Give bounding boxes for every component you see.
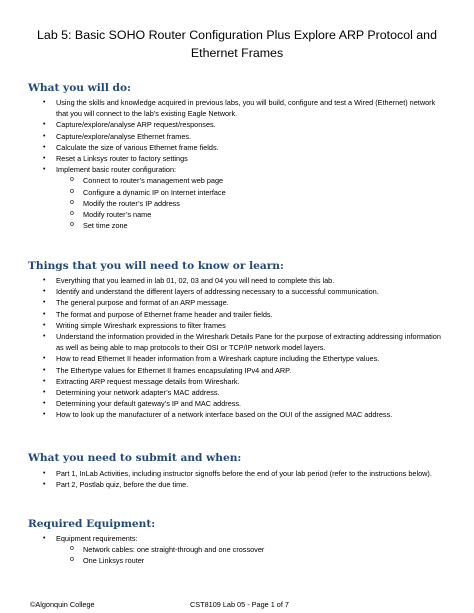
list-item: • Identify and understand the different layers of addressing necessary to a successful communication. xyxy=(0,286,474,297)
section-heading: What you will do: xyxy=(28,82,131,94)
bullet-list xyxy=(0,533,474,567)
document-title: Lab 5: Basic SOHO Router Configuration Plus Explore ARP Protocol and Ethernet Frames xyxy=(37,28,437,60)
bullet-list xyxy=(0,275,474,421)
list-item: • Part 1, InLab Activities, including instructor signoffs before the end of your lab period (refer to the instructions below). xyxy=(0,468,474,479)
bullet-list xyxy=(0,468,474,490)
list-item: • The general purpose and format of an ARP message. xyxy=(0,297,474,308)
list-item: • Capture/explore/analyse ARP request/responses. xyxy=(0,119,474,130)
list-item: • Calculate the size of various Ethernet frame fields. xyxy=(0,142,474,153)
list-item: • Understand the information provided in the Wireshark Details Pane for the purpose of extracting addressing information as well as being able to map protocols to their OSI or TCP/IP network model layers. xyxy=(0,331,474,353)
list-item: • Extracting ARP request message details from Wireshark. xyxy=(0,376,474,387)
list-item: • Writing simple Wireshark expressions to filter frames xyxy=(0,320,474,331)
list-item: • Capture/explore/analyse Ethernet frames. xyxy=(0,131,474,142)
list-item: • The format and purpose of Ethernet frame header and trailer fields. xyxy=(0,309,474,320)
sub-list-item: o Modify the router’s IP address xyxy=(0,198,474,209)
list-item: • Reset a Linksys router to factory settings xyxy=(0,153,474,164)
list-item: • Part 2, Postlab quiz, before the due time. xyxy=(0,479,474,490)
list-item: • Equipment requirements: xyxy=(0,533,474,544)
list-item: • The Ethertype values for Ethernet II frames encapsulating IPv4 and ARP. xyxy=(0,365,474,376)
list-item: • Determining your network adapter’s MAC address. xyxy=(0,387,474,398)
footer-page-number: CST8109 Lab 05 - Page 1 of 7 xyxy=(190,600,289,609)
section-heading: Required Equipment: xyxy=(28,518,156,530)
bullet-list xyxy=(0,97,474,231)
list-item: • Implement basic router configuration: xyxy=(0,164,474,175)
list-item: • Determining your default gateway’s IP and MAC address. xyxy=(0,398,474,409)
sub-list-item: o Network cables: one straight-through and one crossover xyxy=(0,544,474,555)
sub-list-item: o One Linksys router xyxy=(0,555,474,566)
section-heading: Things that you will need to know or learn: xyxy=(28,260,284,272)
sub-list-item: o Set time zone xyxy=(0,220,474,231)
sub-list-item: o Connect to router’s management web page xyxy=(0,175,474,186)
list-item: • Using the skills and knowledge acquired in previous labs, you will build, configure and test a Wired (Ethernet) network that you will connect to the lab’s existing Eagle Network. xyxy=(0,97,474,119)
list-item: • Everything that you learned in lab 01, 02, 03 and 04 you will need to complete this lab. xyxy=(0,275,474,286)
sub-list-item: o Configure a dynamic IP on Internet interface xyxy=(0,187,474,198)
section-heading: What you need to submit and when: xyxy=(28,452,242,464)
list-item: • How to read Ethernet II header information from a Wireshark capture including the Ethertype values. xyxy=(0,353,474,364)
sub-list-item: o Modify router’s name xyxy=(0,209,474,220)
footer-copyright: ©Algonquin College xyxy=(30,600,95,609)
list-item: • How to look up the manufacturer of a network interface based on the OUI of the assigned MAC address. xyxy=(0,409,474,420)
